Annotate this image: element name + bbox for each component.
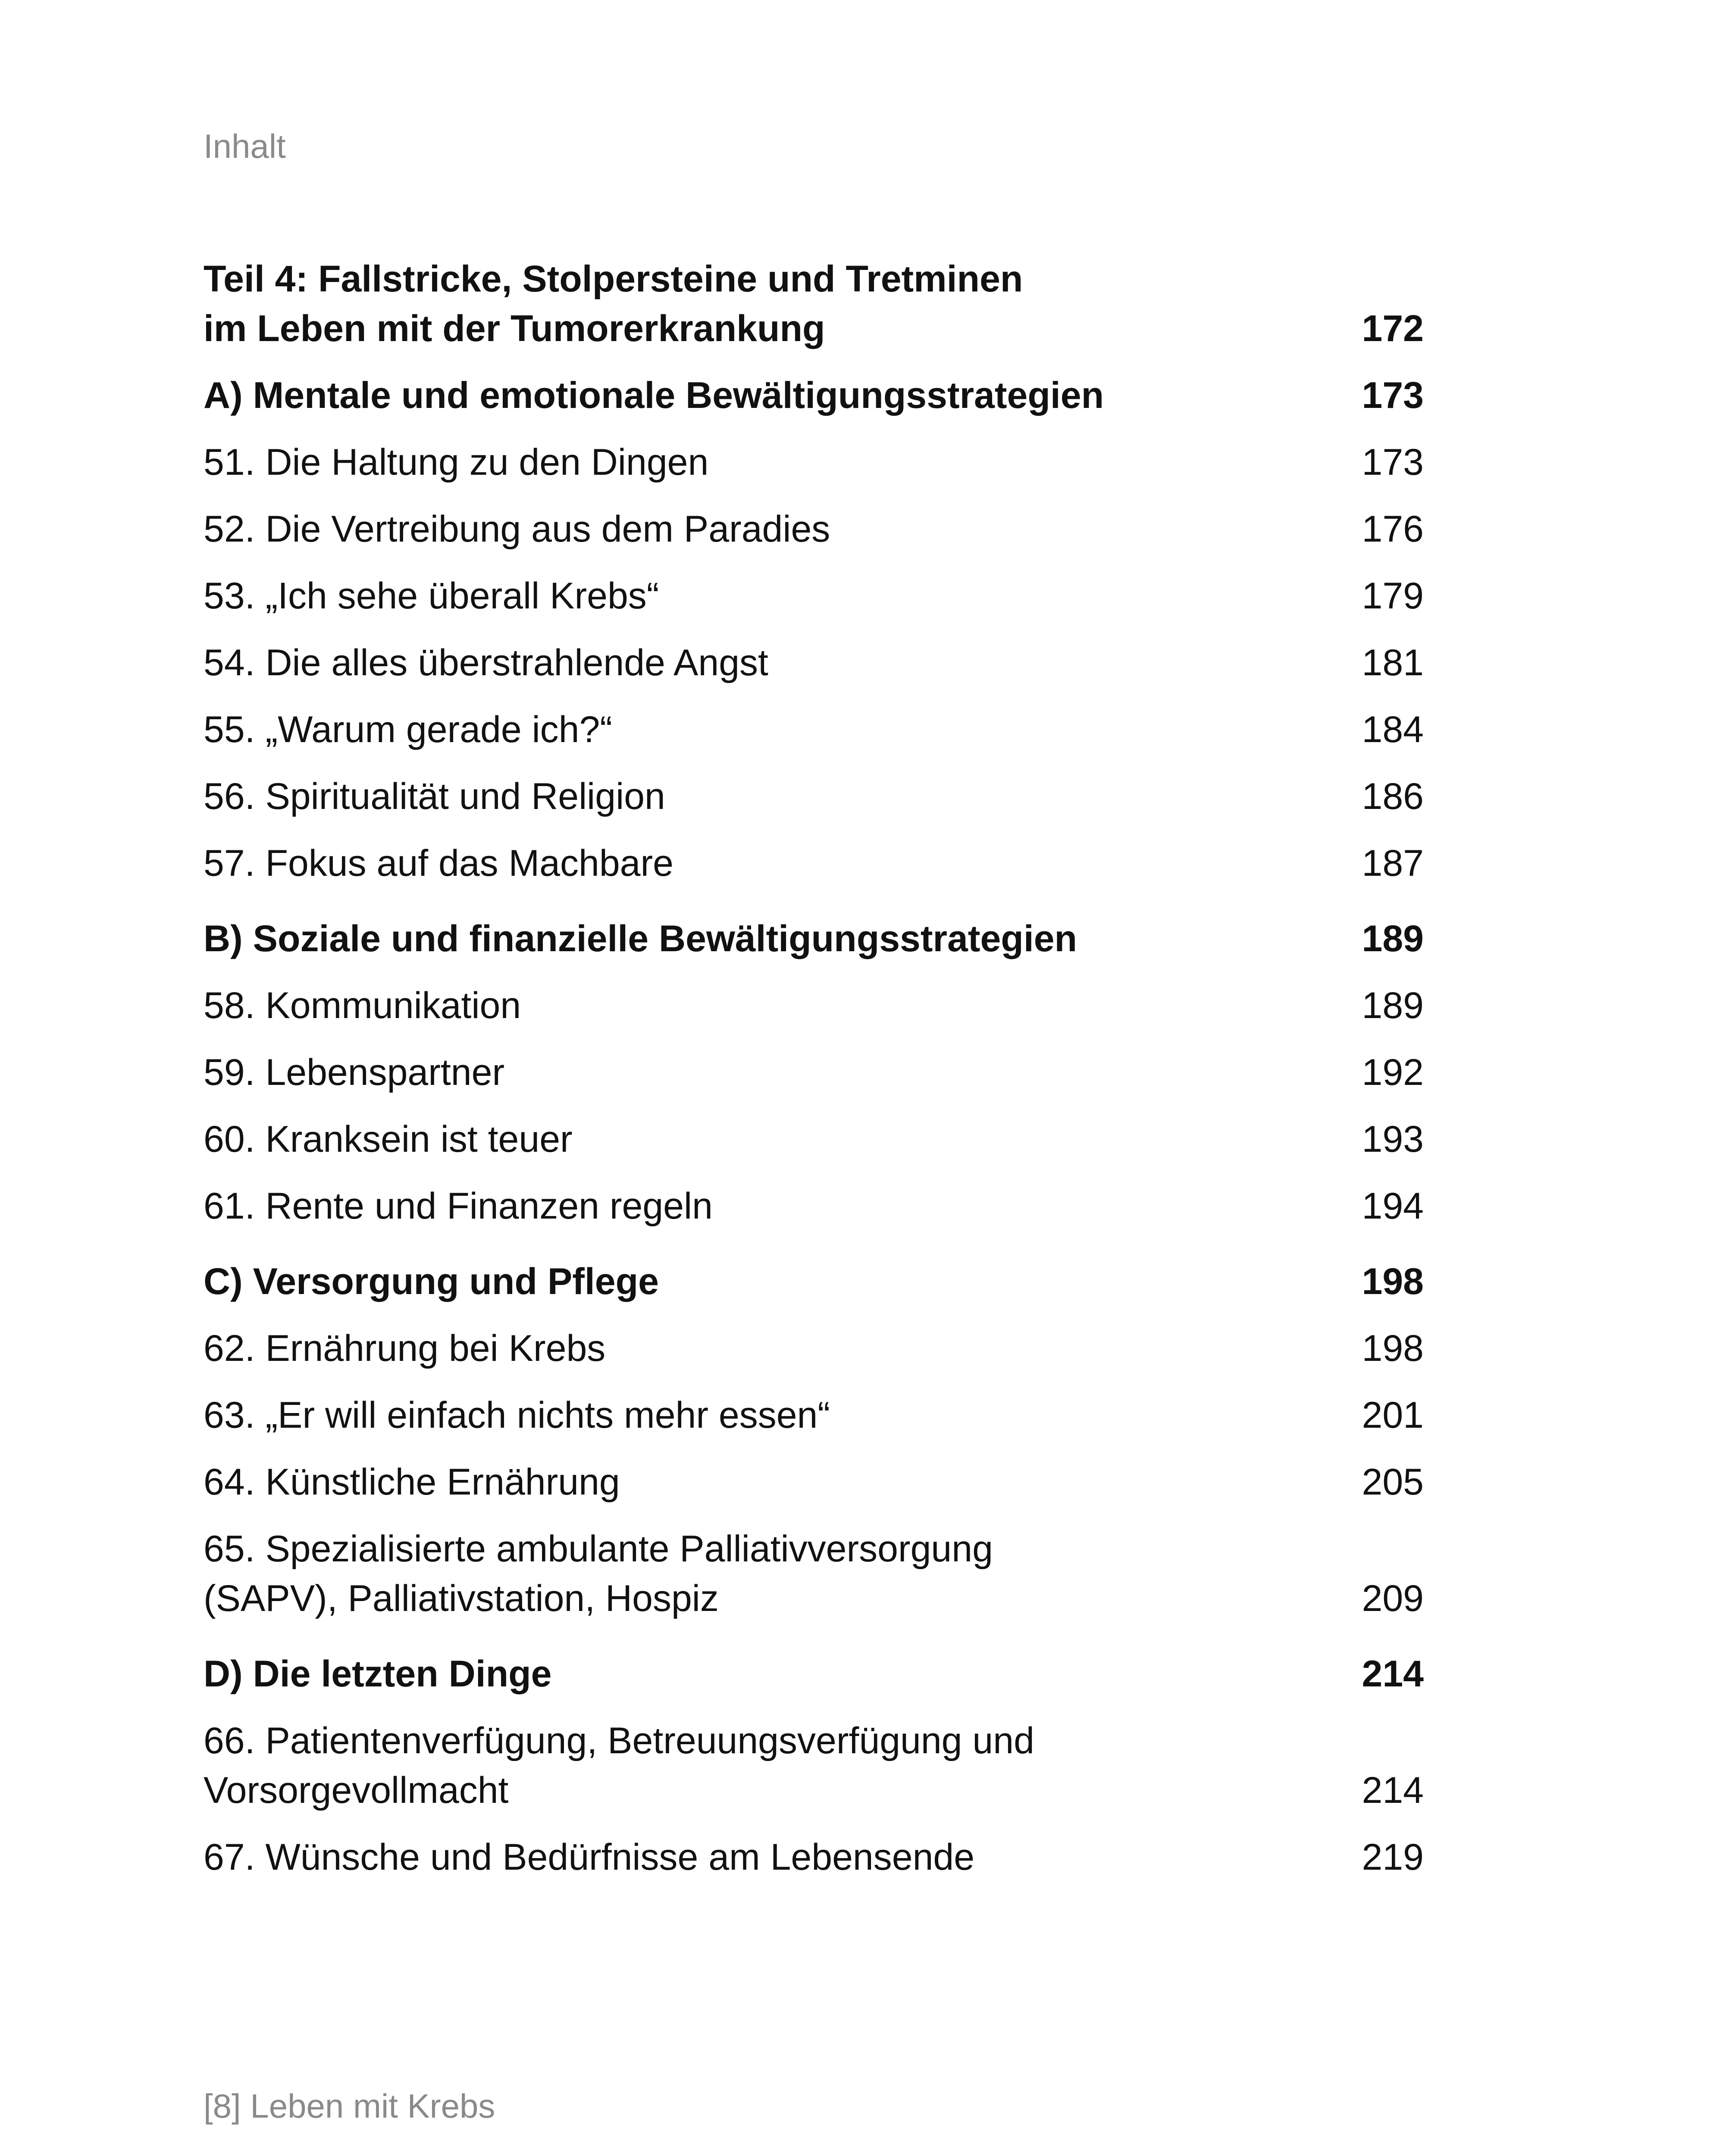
toc-entry-page: 189 [1362, 985, 1424, 1026]
page-footer: [8] Leben mit Krebs [204, 2087, 495, 2125]
toc-entry-title: C) Versorgung und Pflege [204, 1261, 659, 1302]
toc-entry-chapter[interactable] [204, 438, 1424, 487]
toc-entry-chapter[interactable] [204, 1833, 1424, 1882]
toc-entry-chapter[interactable] [204, 705, 1424, 755]
toc-entry-chapter[interactable] [204, 981, 1424, 1031]
toc-entry-page: 186 [1362, 776, 1424, 817]
toc-entry-title: 57. Fokus auf das Machbare [204, 843, 673, 884]
toc-entry-section[interactable] [204, 1257, 1424, 1307]
toc-entry-page: 172 [1362, 308, 1424, 349]
toc-entry-section[interactable] [204, 914, 1424, 964]
toc-entry-page: 219 [1362, 1836, 1424, 1878]
toc-entry-title: 62. Ernährung bei Krebs [204, 1328, 606, 1369]
toc-entry-part[interactable] [204, 254, 1424, 354]
toc-entry-chapter[interactable] [204, 1181, 1424, 1231]
toc-entry-chapter[interactable] [204, 1457, 1424, 1507]
toc-entry-page: 173 [1362, 442, 1424, 483]
toc-entry-title: Teil 4: Fallstricke, Stolpersteine und Tretminen im Leben mit der Tumorerkrankung [204, 258, 1023, 349]
toc-entry-page: 198 [1362, 1261, 1424, 1302]
toc-entry-title: 55. „Warum gerade ich?“ [204, 709, 612, 750]
toc-entry-title: D) Die letzten Dinge [204, 1653, 552, 1695]
toc-entry-title: 54. Die alles überstrahlende Angst [204, 642, 768, 683]
toc-entry-title: 56. Spiritualität und Religion [204, 776, 665, 817]
toc-entry-title: A) Mentale und emotionale Bewältigungsstrategien [204, 375, 1104, 416]
toc-entry-title: 65. Spezialisierte ambulante Palliativversorgung (SAPV), Palliativstation, Hospiz [204, 1528, 993, 1619]
toc-entry-chapter[interactable] [204, 1048, 1424, 1097]
toc-entry-page: 201 [1362, 1395, 1424, 1436]
toc-entry-page: 179 [1362, 575, 1424, 617]
toc-entry-title: 53. „Ich sehe überall Krebs“ [204, 575, 659, 617]
toc-entry-page: 173 [1362, 375, 1424, 416]
toc-entry-page: 194 [1362, 1185, 1424, 1227]
toc-entry-page: 209 [1362, 1578, 1424, 1619]
toc-entry-title: 60. Kranksein ist teuer [204, 1119, 573, 1160]
toc-entry-title: 67. Wünsche und Bedürfnisse am Lebensende [204, 1836, 975, 1878]
toc-entry-title: 66. Patientenverfügung, Betreuungsverfügung und Vorsorgevollmacht [204, 1720, 1034, 1811]
running-header: Inhalt [204, 127, 286, 165]
toc-entry-chapter[interactable] [204, 1115, 1424, 1164]
toc-entry-title: 52. Die Vertreibung aus dem Paradies [204, 508, 830, 550]
toc-entry-chapter[interactable] [204, 1324, 1424, 1373]
toc-entry-chapter[interactable] [204, 1524, 1424, 1623]
toc-entry-page: 214 [1362, 1770, 1424, 1811]
toc-entry-section[interactable] [204, 1649, 1424, 1699]
toc-entry-page: 205 [1362, 1461, 1424, 1503]
toc-entry-page: 193 [1362, 1119, 1424, 1160]
toc-entry-chapter[interactable] [204, 505, 1424, 554]
toc-entry-title: 51. Die Haltung zu den Dingen [204, 442, 709, 483]
toc-entry-title: 63. „Er will einfach nichts mehr essen“ [204, 1395, 830, 1436]
toc-entry-page: 184 [1362, 709, 1424, 750]
toc-entry-page: 198 [1362, 1328, 1424, 1369]
toc-entry-page: 187 [1362, 843, 1424, 884]
table-of-contents [204, 254, 1424, 1899]
toc-entry-title: 59. Lebenspartner [204, 1052, 505, 1093]
toc-entry-chapter[interactable] [204, 1391, 1424, 1440]
toc-entry-chapter[interactable] [204, 772, 1424, 821]
toc-entry-page: 176 [1362, 508, 1424, 550]
toc-entry-chapter[interactable] [204, 1716, 1424, 1815]
toc-entry-title: 64. Künstliche Ernährung [204, 1461, 620, 1503]
toc-entry-section[interactable] [204, 371, 1424, 420]
toc-entry-title: 58. Kommunikation [204, 985, 521, 1026]
toc-entry-page: 181 [1362, 642, 1424, 683]
toc-entry-chapter[interactable] [204, 638, 1424, 688]
toc-entry-chapter[interactable] [204, 839, 1424, 888]
toc-entry-page: 189 [1362, 918, 1424, 959]
toc-entry-page: 192 [1362, 1052, 1424, 1093]
toc-entry-page: 214 [1362, 1653, 1424, 1695]
toc-entry-title: B) Soziale und finanzielle Bewältigungsstrategien [204, 918, 1077, 959]
toc-entry-chapter[interactable] [204, 571, 1424, 621]
toc-entry-title: 61. Rente und Finanzen regeln [204, 1185, 713, 1227]
